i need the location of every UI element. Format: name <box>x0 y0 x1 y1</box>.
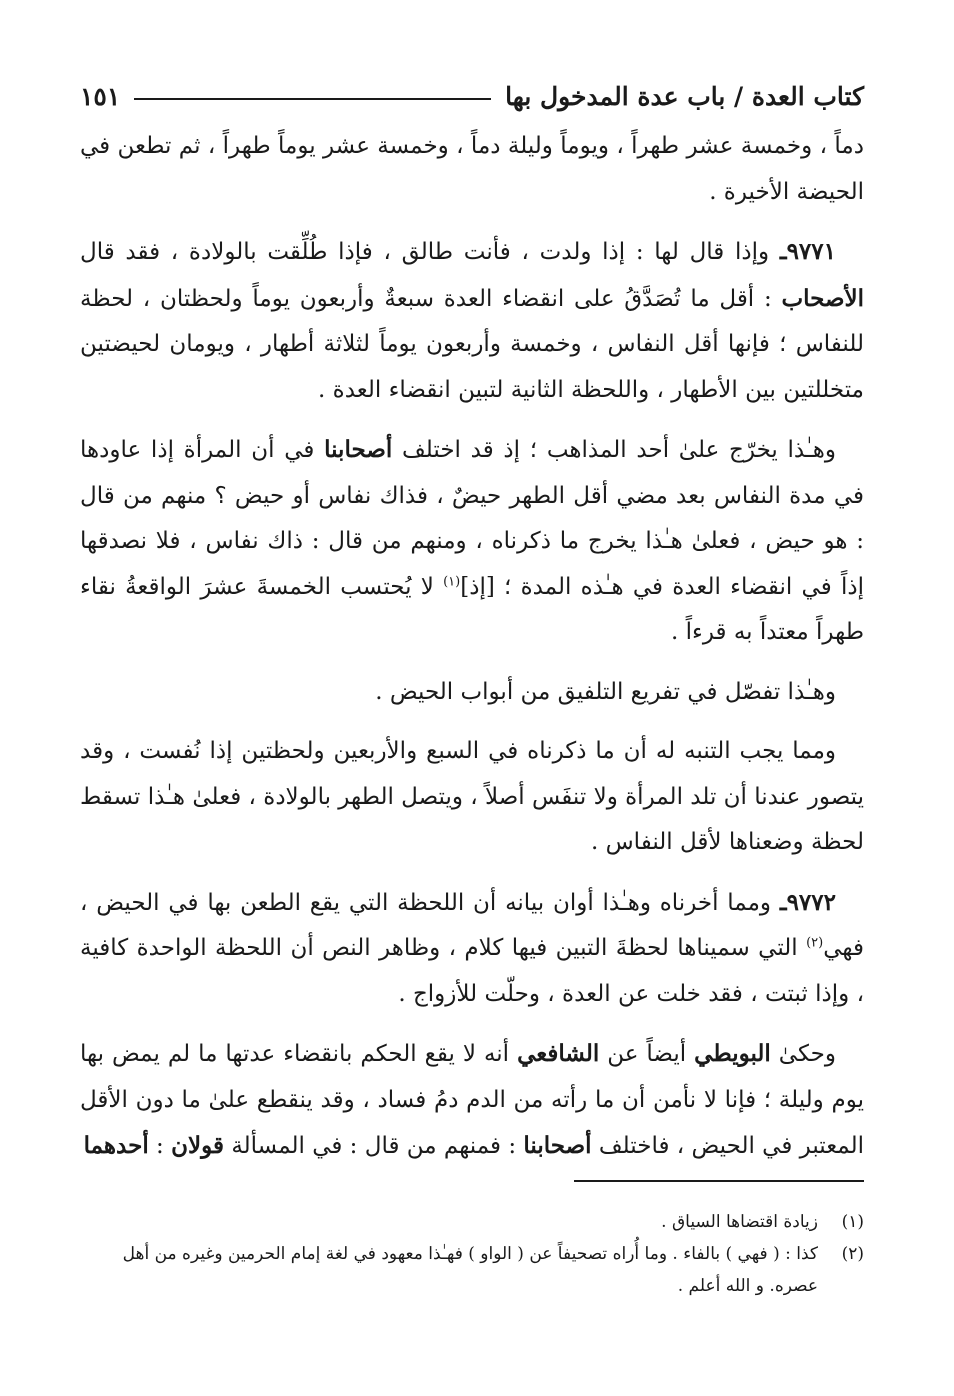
issue-number: ٩٧٧١ـ <box>779 238 836 265</box>
footnote-text: كذا : ( فهي ) بالفاء . وما أُراه تصحيفاً عن ( الواو ) فهـٰذا معهود في لغة إمام الحرمين وغيره من أهل عصره. و الله أعلم . <box>122 1244 818 1296</box>
highlighted-term: أصحابنا <box>523 1132 592 1159</box>
footnotes <box>80 1206 864 1302</box>
text-run: أنه لا يقع الحكم بانقضاء عدتها ما لم يمض بها يوم وليلة ؛ فإنا لا نأمن أن ما رأته من الدم دمُ فساد ، وقد ينقطع علىٰ ما دون الأقل المعتبر في الحيض ، فاختلف <box>80 1041 864 1159</box>
text-run: : فمنهم من قال : في المسألة <box>224 1133 524 1159</box>
highlighted-term: أصحابنا <box>324 436 393 463</box>
footnote-ref-2[interactable]: (٢) <box>806 935 824 951</box>
text-run: في أن المرأة إذا عاودها في مدة النفاس بعد مضي أقل الطهر حيضٌ ، فذاك نفاس أو حيض ؟ منهم من قال : هو حيض ، فعلىٰ هـٰذا يخرج ما ذكرناه ، ومنهم من قال : ذاك نفاس ، فلا نصدقها إذاً في انقضاء العدة في هـٰذه المدة ؛ [إذ] <box>80 437 864 600</box>
text-run: : أقل ما تُصَدَّقُ على انقضاء العدة سبعةٌ وأربعون يوماً ولحظتان ، لحظة للنفاس ؛ فإنها أقل النفاس ، وخمسة وأربعون يوماً لثلاثة أطهار ، ويومان لحيضتين متخللتين بين الأطهار ، واللحظة الثانية لتبين انقضاء العدة . <box>80 285 864 403</box>
highlighted-term: أحدهما <box>83 1132 149 1159</box>
chapter-title: كتاب العدة / باب عدة المدخول بها <box>505 81 864 111</box>
footnote-2 <box>80 1238 864 1302</box>
text-run: التي سميناها لحظةَ التبين فيها كلام ، وظاهر النص أن اللحظة الواحدة كافية ، وإذا ثبتت ، فقد خلت عن العدة ، وحلّت للأزواج . <box>80 935 864 1007</box>
text-run: وإذا قال لها : إذا ولدت ، فأنت طالق ، فإذا طُلِّقت بالولادة ، فقد قال <box>80 239 780 265</box>
paragraph-narration <box>80 1031 864 1170</box>
footnote-text: زيادة اقتضاها السياق . <box>661 1212 818 1232</box>
footnote-separator <box>574 1180 864 1182</box>
highlighted-name: البويطي <box>694 1040 771 1067</box>
header-rule <box>134 98 491 100</box>
text-run: أيضاً عن <box>599 1041 695 1067</box>
text-run: ومما أخرناه وهـٰذا أوان بيانه أن اللحظة التي يقع الطعن بها في الحيض ، فهي <box>80 889 864 961</box>
footnote-marker: (١) <box>841 1212 864 1232</box>
text-run: وهـٰذا يخرّج علىٰ أحد المذاهب ؛ إذ قد اختلف <box>392 437 836 463</box>
running-header <box>80 76 864 116</box>
text-run: لا يُحتسب الخمسةَ عشرَ الواقعةُ نقاء طهراً معتداً به قرءاً . <box>80 573 864 645</box>
highlighted-name: الشافعي <box>517 1040 600 1067</box>
footnote-ref-1[interactable]: (١) <box>443 573 461 589</box>
paragraph-issue-9771 <box>80 229 864 413</box>
footnote-marker: (٢) <box>841 1244 864 1264</box>
text-run: : <box>148 1133 172 1159</box>
main-text <box>80 124 864 1170</box>
paragraph-discussion <box>80 427 864 656</box>
highlighted-term: قولان <box>171 1132 225 1159</box>
page-number: ١٥١ <box>80 81 121 111</box>
paragraph-remark: ومما يجب التنبه له أن ما ذكرناه في السبع والأربعين ولحظتين إذا نُفست ، وقد يتصور عندنا أن تلد المرأة ولا تنفَس أصلاً ، ويتصل الطهر بالولادة ، فعلىٰ هـٰذا تسقط لحظة وضعناها لأقل النفاس . <box>80 738 864 855</box>
paragraph-continuation: دماً ، وخمسة عشر طهراً ، ويوماً وليلة دماً ، وخمسة عشر يوماً طهراً ، ثم تطعن في الحيضة الأخيرة . <box>80 133 864 205</box>
highlighted-term: الأصحاب <box>781 284 864 312</box>
paragraph-issue-9772 <box>80 880 864 1018</box>
text-run: وحكىٰ <box>770 1041 836 1067</box>
paragraph-note: وهـٰذا تفصّل في تفريع التلفيق من أبواب الحيض . <box>375 678 836 705</box>
footnote-1 <box>80 1206 864 1238</box>
issue-number: ٩٧٧٢ـ <box>779 888 836 916</box>
